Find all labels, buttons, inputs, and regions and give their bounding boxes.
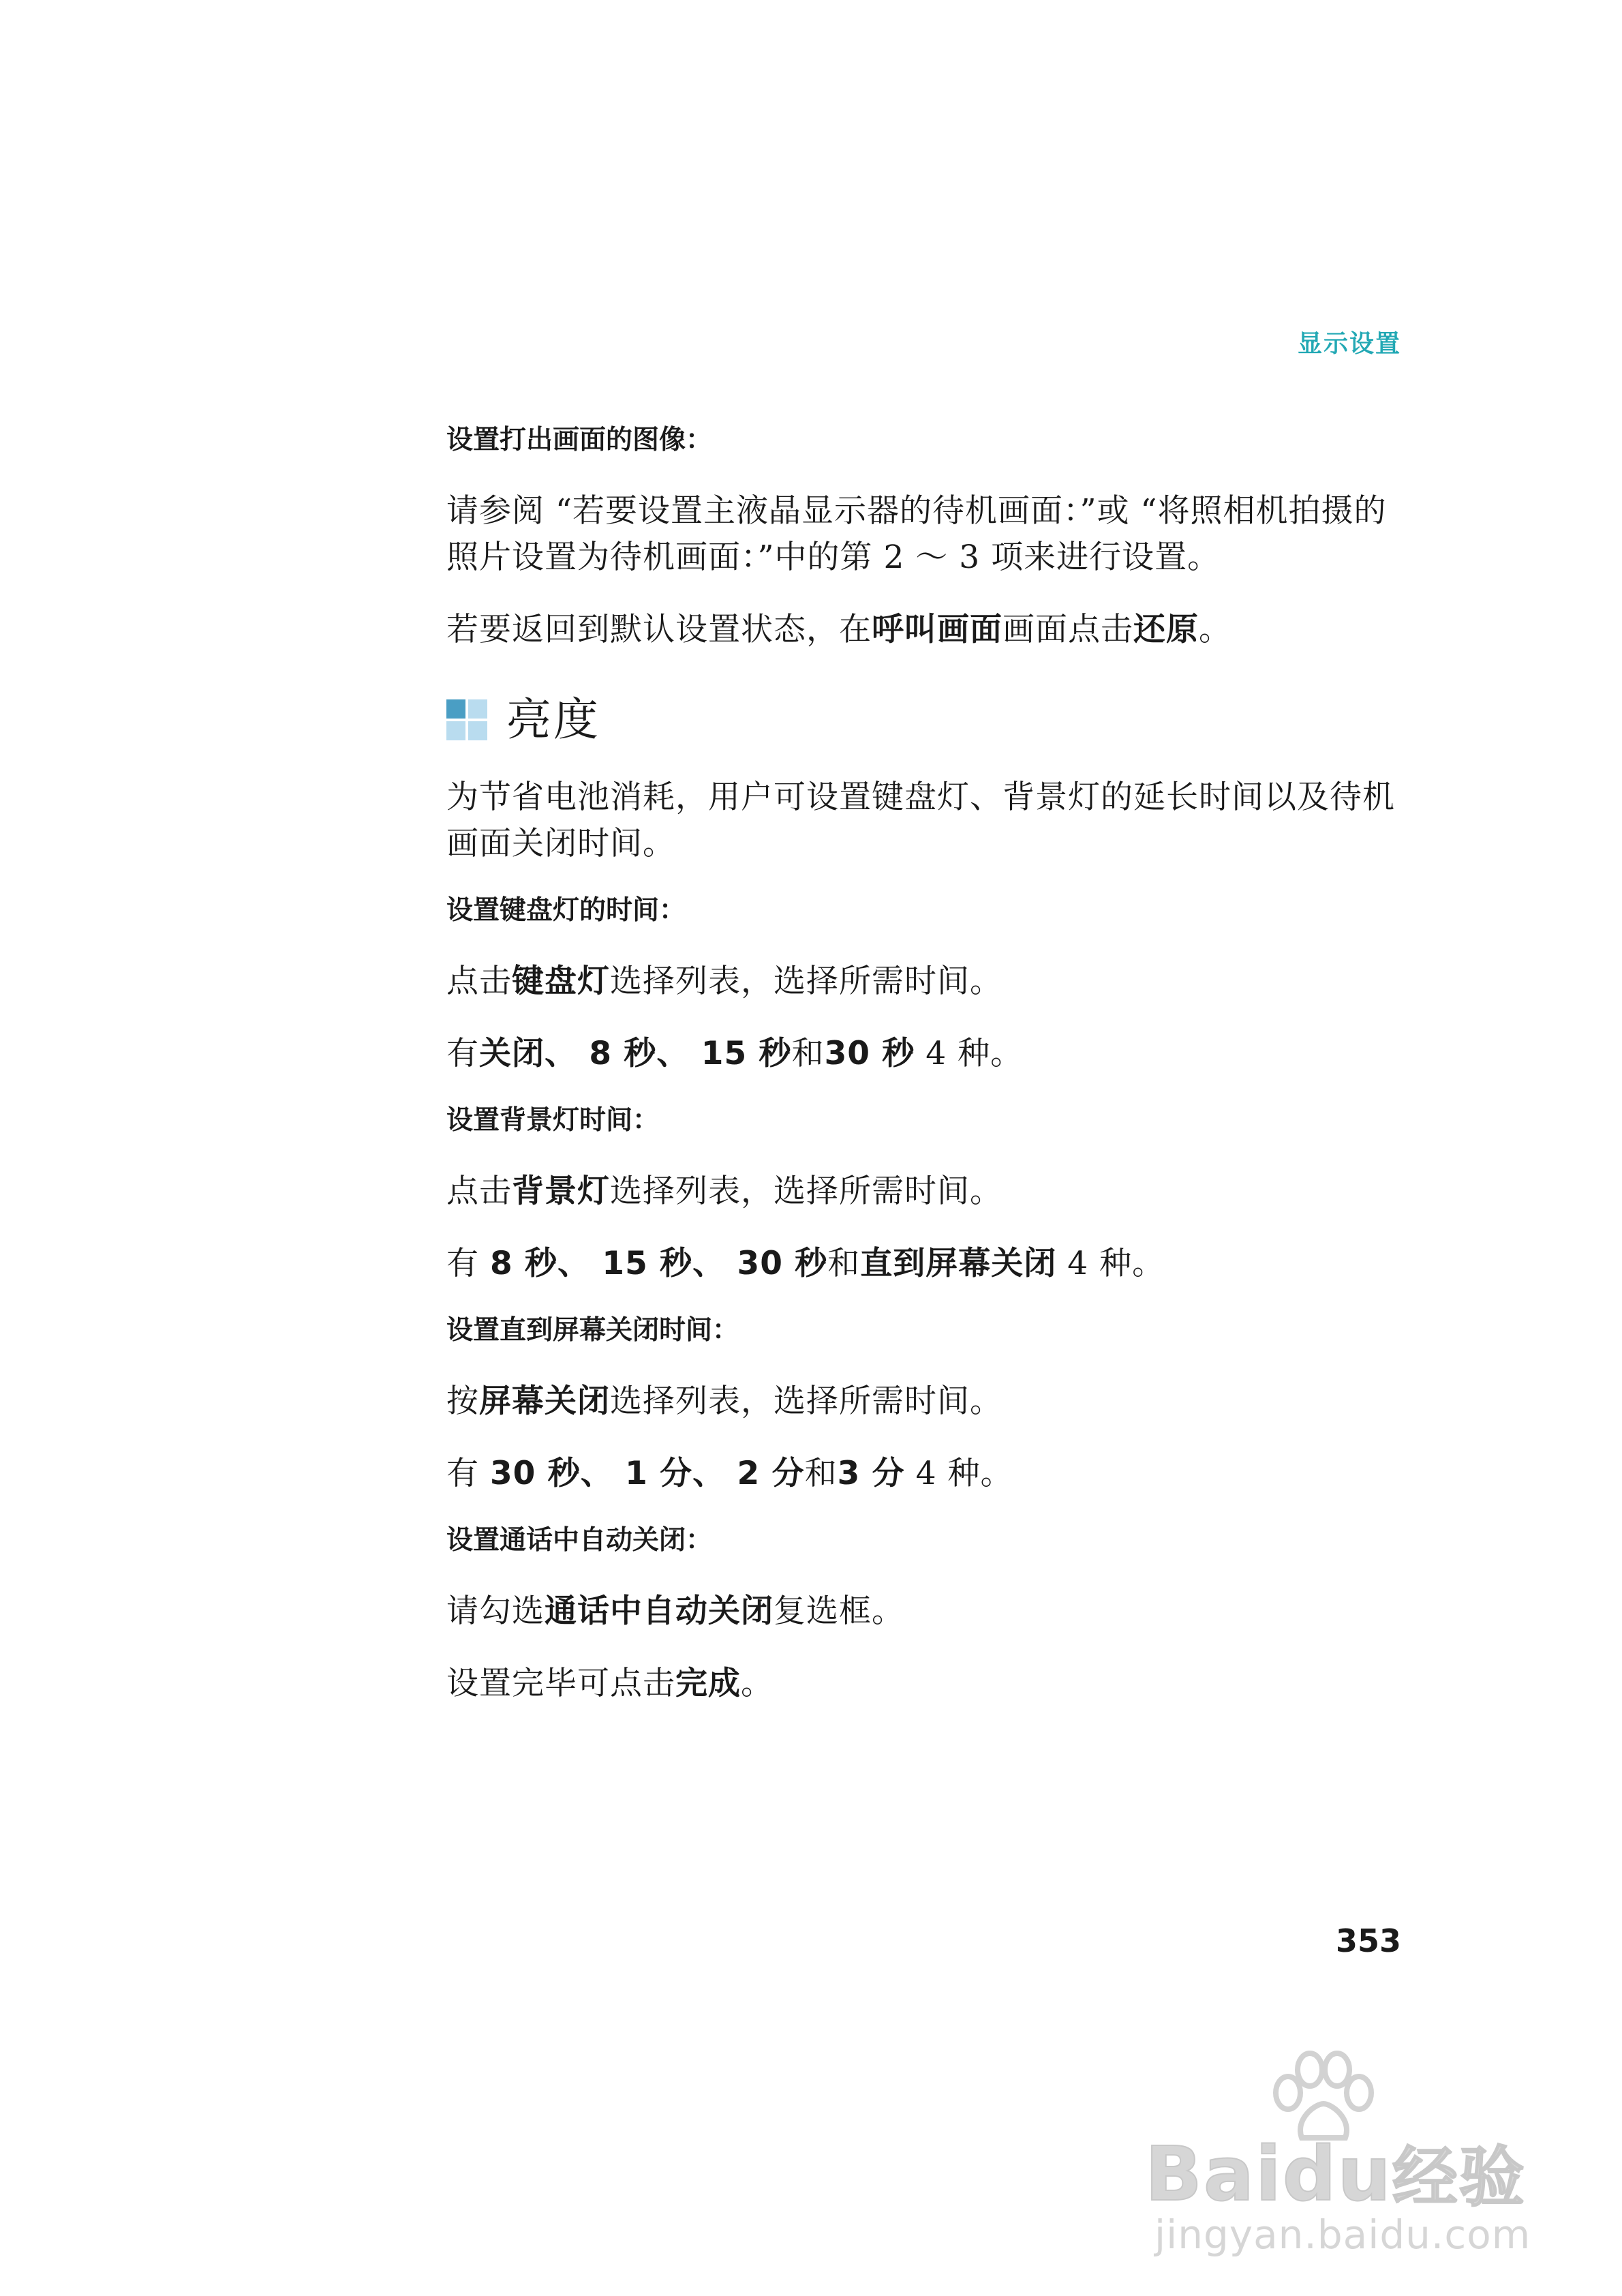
keypad-step: [446, 958, 1414, 1005]
restore-pre: 若要返回到默认设置状态，在: [446, 611, 872, 648]
brightness-section-title: [446, 693, 1414, 747]
keypad-heading: 设置键盘灯的时间：: [446, 895, 686, 926]
keypad-opt-pre: 有: [446, 1035, 479, 1072]
running-header-section: 显示设置: [1297, 330, 1401, 358]
call-auto-off-step-pre: 请勾选: [446, 1592, 545, 1630]
restore-term: 还原: [1133, 611, 1199, 648]
page-content: [446, 423, 1414, 1733]
screen-off-opt-values: 30 秒、 1 分、 2 分: [489, 1455, 805, 1492]
restore-mid: 画面点击: [1003, 611, 1133, 648]
keypad-opt-values: 关闭、 8 秒、 15 秒: [479, 1035, 792, 1072]
backlight-term: 背景灯: [512, 1173, 610, 1210]
watermark-brand-latin: Bai: [1145, 2130, 1283, 2218]
restore-post: 。: [1199, 611, 1231, 648]
call-auto-off-step: [446, 1588, 1414, 1635]
screen-off-heading: 设置直到屏幕关闭时间：: [446, 1315, 739, 1346]
finish-pre: 设置完毕可点击: [446, 1665, 675, 1702]
call-auto-off-step-post: 复选框。: [774, 1592, 904, 1630]
backlight-opt-last: 直到屏幕关闭: [860, 1245, 1057, 1282]
backlight-step: [446, 1168, 1414, 1215]
screen-image-heading: 设置打出画面的图像：: [446, 425, 713, 455]
keypad-term: 键盘灯: [512, 963, 610, 1000]
backlight-step-post: 选择列表，选择所需时间。: [610, 1173, 1003, 1210]
keypad-step-post: 选择列表，选择所需时间。: [610, 963, 1003, 1000]
finish-post: 。: [741, 1665, 774, 1702]
section-square-icon: [446, 699, 487, 740]
screen-off-opt-and: 和: [804, 1455, 838, 1492]
screen-off-opt-last: 3 分: [837, 1455, 905, 1492]
backlight-opt-and: 和: [827, 1245, 861, 1282]
backlight-options: [446, 1241, 1414, 1287]
finish-text: [446, 1661, 1414, 1707]
screen-off-opt-post: 4 种。: [904, 1455, 1013, 1492]
backlight-opt-post: 4 种。: [1056, 1245, 1165, 1282]
brightness-intro: 为节省电池消耗，用户可设置键盘灯、背景灯的延长时间以及待机画面关闭时间。: [446, 779, 1395, 862]
keypad-step-pre: 点击: [446, 963, 512, 1000]
keypad-opt-last: 30 秒: [824, 1035, 915, 1072]
call-screen-term: 呼叫画面: [872, 611, 1003, 648]
backlight-step-pre: 点击: [446, 1173, 512, 1210]
screen-off-step-pre: 按: [446, 1383, 479, 1420]
page-number: 353: [1335, 1922, 1401, 1959]
screen-off-term: 屏幕关闭: [479, 1383, 610, 1420]
section-title-text: 亮度: [506, 693, 600, 746]
backlight-heading: 设置背景灯时间：: [446, 1105, 660, 1136]
screen-off-options: [446, 1451, 1414, 1497]
watermark-brand-du: du: [1282, 2130, 1392, 2218]
finish-term: 完成: [675, 1665, 741, 1702]
baidu-watermark: [1145, 2051, 1531, 2258]
keypad-opt-post: 4 种。: [915, 1035, 1024, 1072]
screen-off-step-post: 选择列表，选择所需时间。: [610, 1383, 1003, 1420]
keypad-options: [446, 1031, 1414, 1077]
call-auto-off-heading: 设置通话中自动关闭：: [446, 1525, 713, 1556]
screen-off-step: [446, 1378, 1414, 1425]
backlight-opt-values: 8 秒、 15 秒、 30 秒: [489, 1245, 828, 1282]
backlight-opt-pre: 有: [446, 1245, 490, 1282]
call-auto-off-term: 通话中自动关闭: [545, 1592, 774, 1630]
screen-image-text: 请参阅 “若要设置主液晶显示器的待机画面：”或 “将照相机拍摄的照片设置为待机画面：”中的第 2 ～ 3 项来进行设置。: [446, 492, 1387, 576]
watermark-brand-cn: 经验: [1392, 2139, 1526, 2216]
watermark-url: jingyan.baidu.com: [1154, 2211, 1531, 2258]
screen-off-opt-pre: 有: [446, 1455, 490, 1492]
restore-text: [446, 607, 1414, 653]
keypad-opt-and: 和: [791, 1035, 825, 1072]
watermark-brand: [1145, 2126, 1526, 2219]
